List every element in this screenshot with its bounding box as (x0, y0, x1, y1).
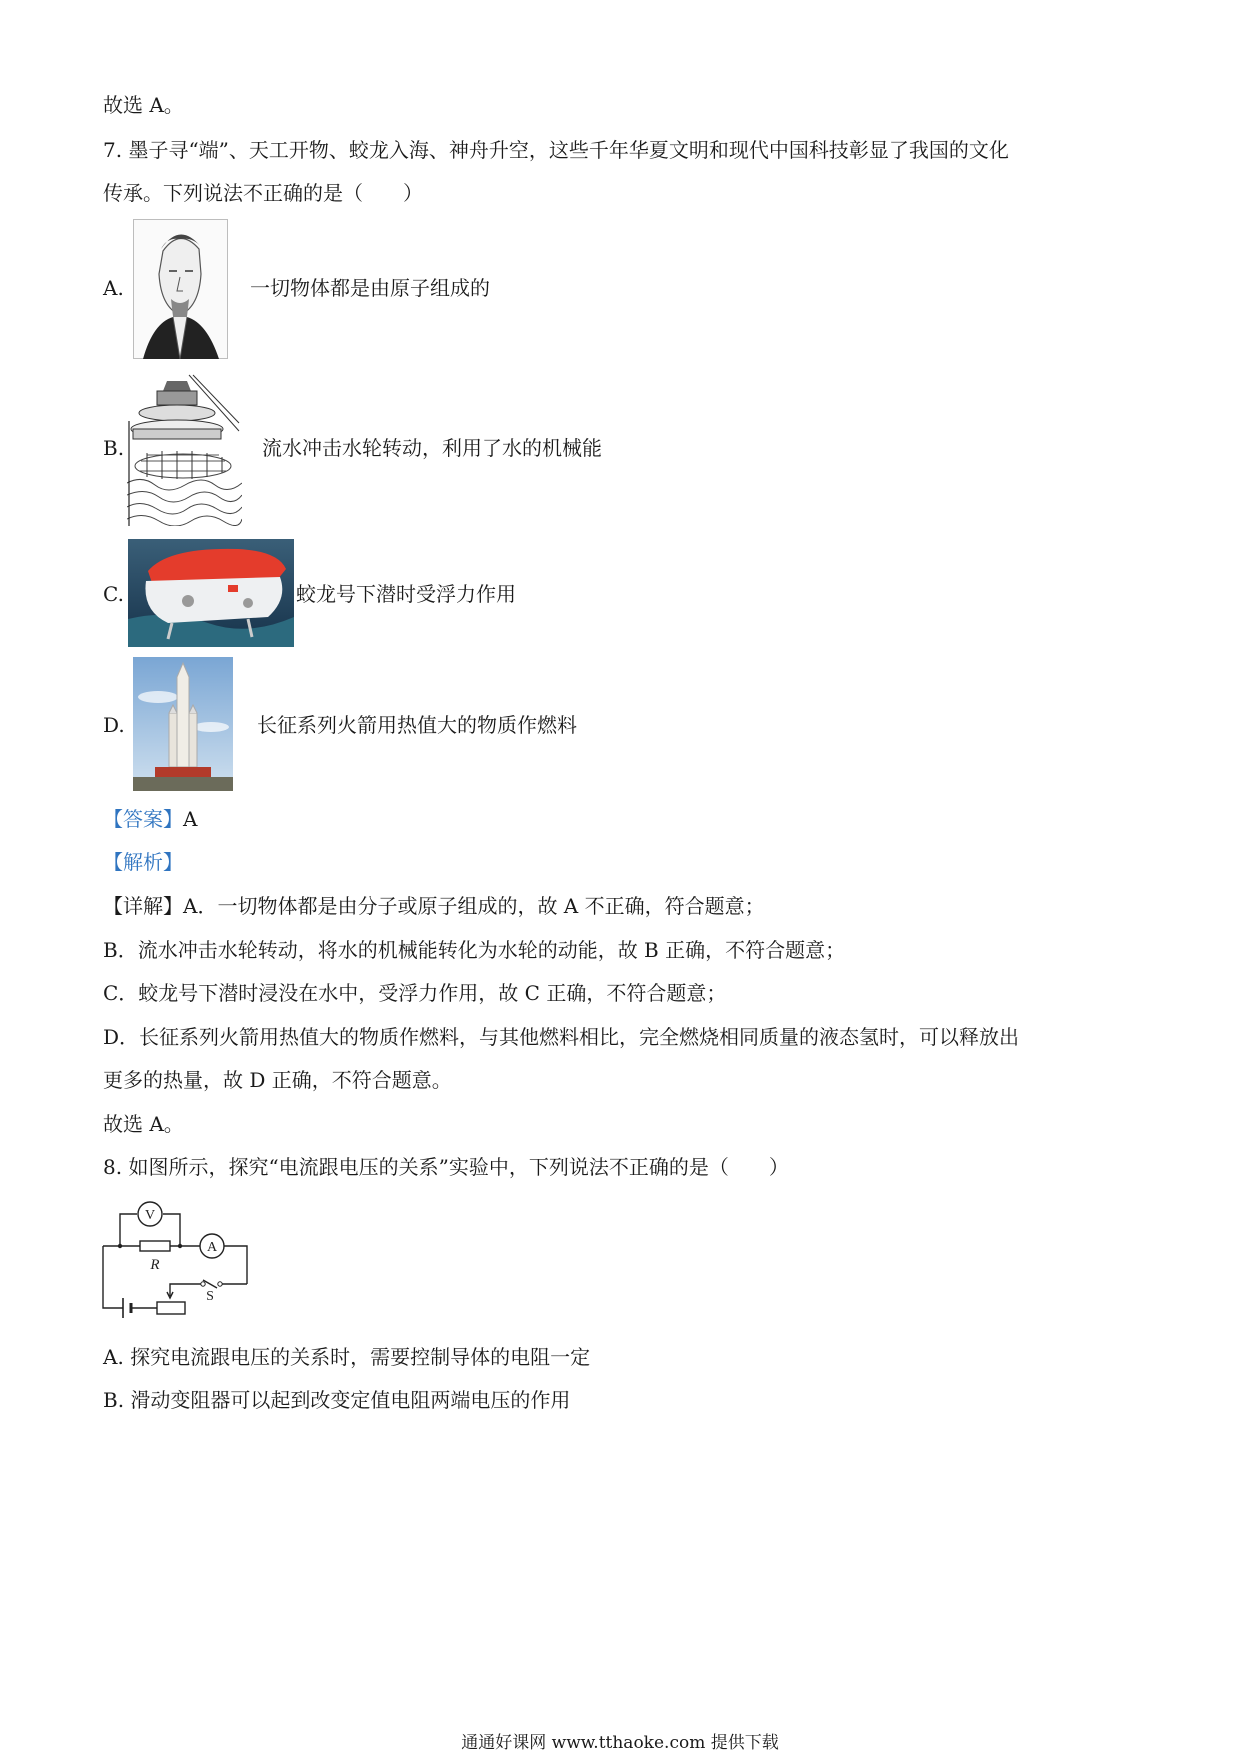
detail-d-line1: D．长征系列火箭用热值大的物质作燃料，与其他燃料相比，完全燃烧相同质量的液态氢时，可以释放出 (103, 1025, 1020, 1049)
q7-option-d-text: 长征系列火箭用热值大的物质作燃料 (257, 713, 577, 737)
previous-conclusion: 故选 A。 (103, 93, 184, 117)
q7-option-b-text: 流水冲击水轮转动，利用了水的机械能 (262, 436, 602, 460)
detail-b: B．流水冲击水轮转动，将水的机械能转化为水轮的动能，故 B 正确，不符合题意； (103, 938, 846, 962)
q8-option-b: B. 滑动变阻器可以起到改变定值电阻两端电压的作用 (103, 1388, 571, 1412)
detail-d-line2: 更多的热量，故 D 正确，不符合题意。 (103, 1068, 452, 1092)
voltmeter-label: V (144, 1208, 156, 1223)
q7-option-b-label: B. (103, 436, 125, 460)
circuit-diagram (95, 1192, 255, 1326)
detail-c: C．蛟龙号下潜时浸没在水中，受浮力作用，故 C 正确，不符合题意； (103, 981, 727, 1005)
page-footer: 通通好课网 www.tthaoke.com 提供下载 (461, 1733, 779, 1753)
jiaolong-submersible-photo (128, 539, 294, 651)
mozi-portrait-image (133, 219, 228, 363)
q7-option-a-text: 一切物体都是由原子组成的 (250, 276, 490, 300)
q7-stem-line1: 7. 墨子寻“端”、天工开物、蛟龙入海、神舟升空，这些千年华夏文明和现代中国科技彰显了我国的文化 (103, 138, 1009, 162)
q7-option-c-text: 蛟龙号下潜时受浮力作用 (296, 582, 516, 606)
answer-tag: 【答案】 (103, 807, 183, 831)
detail-a: A．一切物体都是由分子或原子组成的，故 A 不正确，符合题意； (183, 894, 765, 918)
q7-option-d-label: D. (103, 713, 125, 737)
q7-option-c-label: C. (103, 582, 124, 606)
detail-tag: 【详解】 (103, 894, 183, 918)
resistor-symbol (140, 1241, 170, 1251)
long-march-rocket-photo (133, 657, 233, 795)
battery-symbol (123, 1298, 131, 1318)
ammeter-label: A (206, 1240, 218, 1255)
q7-option-a-label: A. (103, 276, 124, 300)
answer-value: A (183, 807, 198, 831)
q7-stem-line2: 传承。下列说法不正确的是（ ） (103, 181, 423, 205)
switch-label: S (206, 1289, 214, 1304)
q8-stem: 8. 如图所示，探究“电流跟电压的关系”实验中，下列说法不正确的是（ ） (103, 1155, 789, 1179)
analysis-tag: 【解析】 (103, 850, 183, 874)
q7-conclusion: 故选 A。 (103, 1112, 184, 1136)
answer-line (103, 807, 197, 831)
rheostat-symbol (157, 1302, 185, 1314)
resistor-label: R (150, 1257, 160, 1273)
detail-a-line (103, 894, 765, 918)
q8-option-a: A. 探究电流跟电压的关系时，需要控制导体的电阻一定 (103, 1345, 591, 1369)
water-wheel-drawing (127, 371, 242, 530)
